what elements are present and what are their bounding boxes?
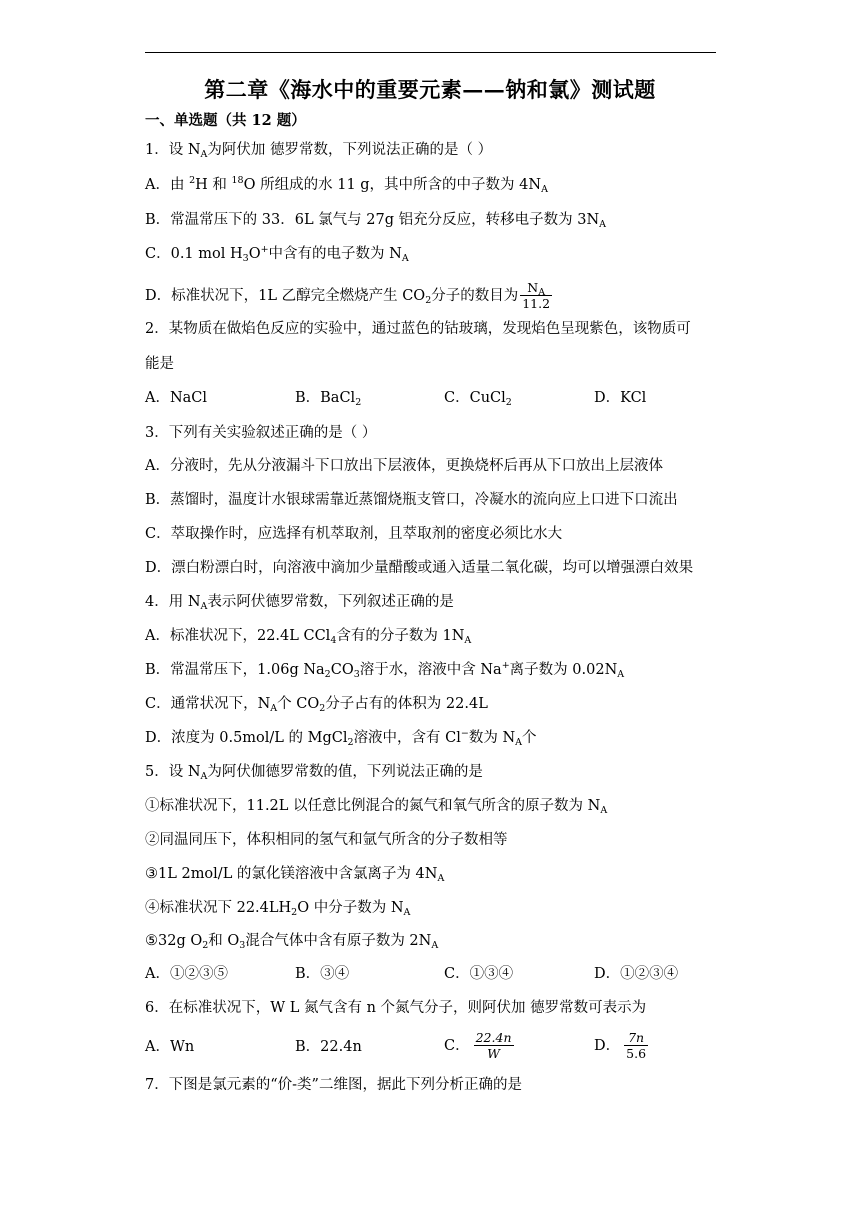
question-5-statement-5: ⑤32g $O_2$和 $O_3$混合气体中含有原子数为 $2N_A$ bbox=[145, 933, 439, 951]
question-6-option-a: A．Wn bbox=[145, 1039, 195, 1055]
question-2-option-d: D．KCl bbox=[594, 390, 647, 406]
question-1-option-c: C．0.1 mol $H_3O^+$中含有的电子数为 $N_A$ bbox=[145, 244, 409, 264]
fraction: $\frac{7n}{5.6}$ bbox=[626, 1030, 647, 1061]
question-1-stem: 1．设 $N_A$为阿伏加 德罗常数，下列说法正确的是（ ） bbox=[145, 142, 493, 160]
header-rule bbox=[145, 52, 716, 53]
question-3-option-a: A．分液时，先从分液漏斗下口放出下层液体，更换烧杯后再从下口放出上层液体 bbox=[145, 458, 663, 474]
question-2-option-b: B．BaCl$_2$ bbox=[295, 390, 362, 408]
question-4-option-a: A．标准状况下，22.4L CCl$_4$含有的分子数为 $1N_A$ bbox=[145, 628, 472, 646]
question-5-option-b: B．③④ bbox=[295, 966, 350, 982]
question-1-option-d: D．标准状况下，1L 乙醇完全燃烧产生 $CO_2$分子的数目为 $\frac{N_A}{11.2}$ bbox=[145, 280, 551, 311]
question-5-option-c: C．①③④ bbox=[444, 966, 514, 982]
question-4-option-d: D．浓度为 0.5mol/L 的 MgCl$_2$溶液中，含有 Cl−数为 $N_A$个 bbox=[145, 728, 537, 748]
question-1-option-a: A．由 $^2$H 和 $^{18}$O 所组成的水 11 g，其中所含的中子数为 $4N_A$ bbox=[145, 175, 548, 195]
question-4-stem: 4．用 $N_A$表示阿伏德罗常数，下列叙述正确的是 bbox=[145, 594, 454, 612]
question-2-stem: 2．某物质在做焰色反应的实验中，通过蓝色的钴玻璃，发现焰色呈现紫色，该物质可 bbox=[145, 321, 691, 337]
question-2-option-a: A．NaCl bbox=[145, 390, 208, 406]
question-5-statement-4: ④标准状况下 $22.4LH_2O$ 中分子数为 $N_A$ bbox=[145, 900, 411, 918]
question-3-option-d: D．漂白粉漂白时，向溶液中滴加少量醋酸或通入适量二氧化碳，均可以增强漂白效果 bbox=[145, 560, 694, 576]
question-6-stem: 6．在标准状况下，W L 氮气含有 n 个氮气分子，则阿伏加 德罗常数可表示为 bbox=[145, 1000, 647, 1016]
fraction: $\frac{N_A}{11.2}$ bbox=[522, 280, 551, 311]
question-1-option-b: B．常温常压下的 33．6L 氯气与 27g 铝充分反应，转移电子数为 $3N_A$ bbox=[145, 212, 607, 230]
question-5-statement-3: ③1L 2mol/L 的氯化镁溶液中含氯离子为 $4N_A$ bbox=[145, 866, 445, 884]
question-6-option-c: C． $\frac{22.4n}{W}$ bbox=[444, 1030, 512, 1061]
question-7-stem: 7．下图是氯元素的“价-类”二维图，据此下列分析正确的是 bbox=[145, 1077, 522, 1093]
question-2-stem-cont: 能是 bbox=[145, 356, 174, 372]
question-3-stem: 3．下列有关实验叙述正确的是（ ） bbox=[145, 425, 377, 441]
question-2-option-c: C．CuCl$_2$ bbox=[444, 390, 512, 408]
question-6-option-d: D． $\frac{7n}{5.6}$ bbox=[594, 1030, 647, 1061]
question-5-option-d: D．①②③④ bbox=[594, 966, 679, 982]
fraction: $\frac{22.4n}{W}$ bbox=[475, 1030, 512, 1061]
question-4-option-b: B．常温常压下，1.06g $Na_2CO_3$溶于水，溶液中含 Na+离子数为 $0.02N_A$ bbox=[145, 660, 625, 680]
page-title: 第二章《海水中的重要元素——钠和氯》测试题 bbox=[204, 77, 656, 102]
question-5-stem: 5．设 $N_A$为阿伏伽德罗常数的值，下列说法正确的是 bbox=[145, 764, 483, 782]
question-6-option-b: B．22.4n bbox=[295, 1039, 362, 1055]
question-3-option-c: C．萃取操作时，应选择有机萃取剂，且萃取剂的密度必须比水大 bbox=[145, 526, 563, 542]
question-3-option-b: B．蒸馏时，温度计水银球需靠近蒸馏烧瓶支管口，冷凝水的流向应上口进下口流出 bbox=[145, 492, 678, 508]
question-4-option-c: C．通常状况下，$N_A$个 $CO_2$分子占有的体积为 22.4L bbox=[145, 696, 488, 714]
question-5-statement-2: ②同温同压下，体积相同的氢气和氩气所含的分子数相等 bbox=[145, 832, 508, 848]
question-5-statement-1: ①标准状况下，11.2L 以任意比例混合的氮气和氧气所含的原子数为 $N_A$ bbox=[145, 798, 608, 816]
section-heading: 一、单选题（共 12 题） bbox=[145, 112, 306, 129]
question-5-option-a: A．①②③⑤ bbox=[145, 966, 228, 982]
